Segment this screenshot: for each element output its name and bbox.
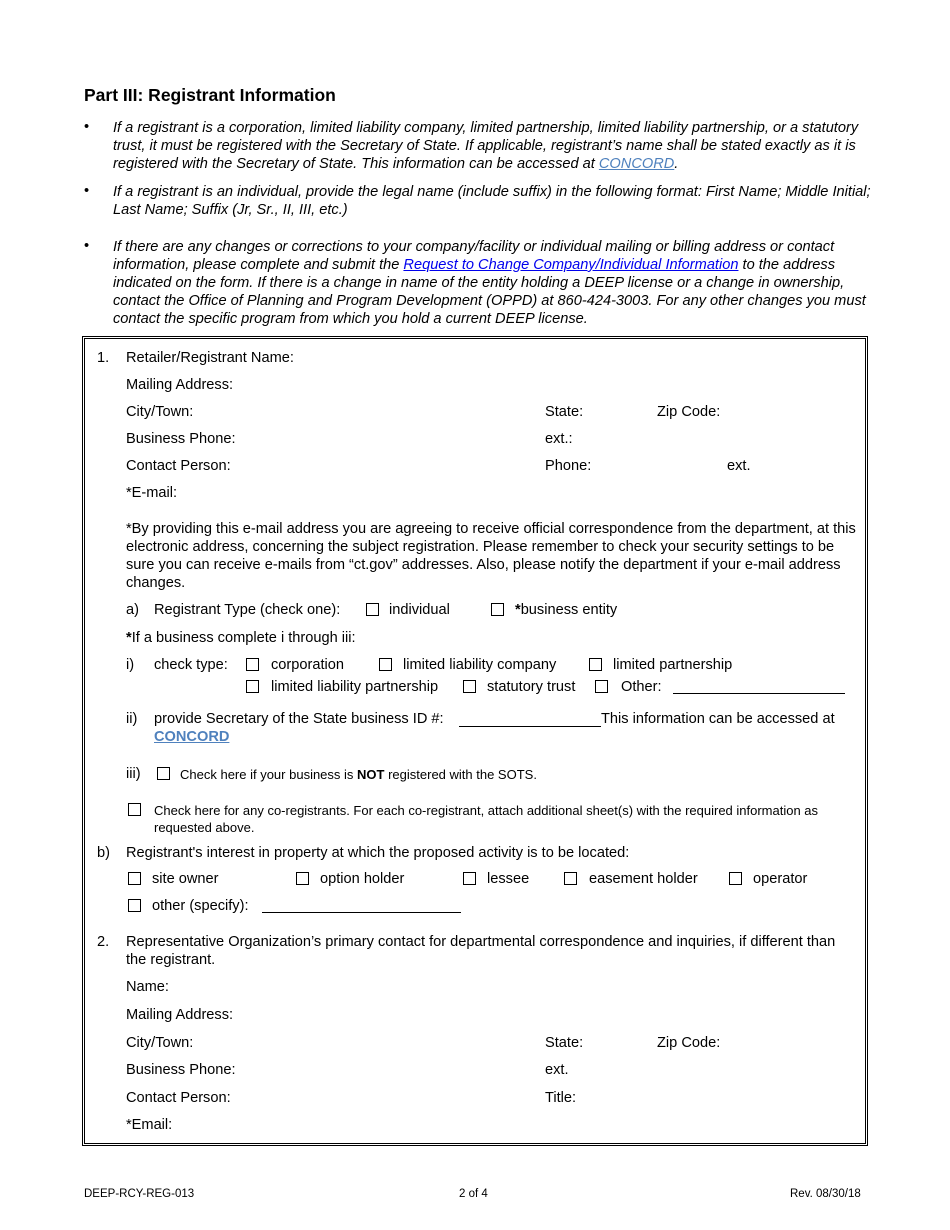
llp-label: limited liability partnership [271,679,439,695]
rep-email-label[interactable]: *Email: [126,1117,173,1133]
email-label[interactable]: *E-mail: [126,485,178,501]
not-registered-pre: Check here if your business is [180,767,358,782]
operator-label: operator [753,871,808,887]
phone-label[interactable]: Phone: [545,458,592,474]
business-note-text: If a business complete i through iii: [131,630,356,646]
site-owner-checkbox[interactable] [128,872,141,885]
business-entity-text: business entity [520,602,618,618]
rep-ext-label[interactable]: ext. [545,1062,569,1078]
mailing-address-label[interactable]: Mailing Address: [126,377,234,393]
request-change-link[interactable]: Request to Change Company/Individual Information [403,257,739,273]
lessee-label: lessee [487,871,530,887]
phone-ext-label[interactable]: ext. [727,458,751,474]
rep-contact-person-label[interactable]: Contact Person: [126,1090,231,1106]
representative-intro: Representative Organization’s primary contact for departmental correspondence and inquiries, if different than the registrant. [126,934,836,968]
corporation-label: corporation [271,657,345,673]
registrant-name-label[interactable]: Retailer/Registrant Name: [126,350,294,366]
business-entity-checkbox[interactable] [491,603,504,616]
site-owner-label: site owner [152,871,219,887]
not-registered-checkbox[interactable] [157,767,170,780]
item-ii-marker: ii) [126,711,138,727]
llp-checkbox[interactable] [246,680,259,693]
corporation-checkbox[interactable] [246,658,259,671]
sots-id-field[interactable] [459,726,601,727]
section-2-number: 2. [97,934,110,950]
business-note-star: * [126,630,132,646]
bullet-text: If a registrant is a corporation, limited liability company, limited partnership, limited liability partnership, or a statutory trust, it must be registered with the Secretary of State. If applicable, registrant’s name shall be stated exactly as it is registered with the Secretary of State. This information can be accessed at [113,120,859,172]
item-i-marker: i) [126,657,135,673]
lp-label: limited partnership [613,657,733,673]
rep-title-label[interactable]: Title: [545,1090,577,1106]
bullet-marker: • [84,119,90,135]
item-b-marker: b) [97,845,110,861]
other-type-field[interactable] [673,693,845,694]
rep-name-label[interactable]: Name: [126,979,169,995]
llc-label: limited liability company [403,657,557,673]
other-interest-field[interactable] [262,912,461,913]
not-registered-label [180,767,537,782]
easement-holder-label: easement holder [589,871,698,887]
item-a-marker: a) [126,602,139,618]
city-label[interactable]: City/Town: [126,404,194,420]
bullet-individual-info: If a registrant is an individual, provide the legal name (include suffix) in the following format: First Name; Middle Initial; Last Name; Suffix (Jr, Sr., II, III, etc.) [113,184,871,218]
bullet-text: If there are any changes or corrections to your company/facility or individual mailing or billing address or contact information, please complete and submit the [113,239,835,273]
co-registrant-checkbox[interactable] [128,803,141,816]
check-type-label: check type: [154,657,228,673]
bullet-marker: • [84,238,90,254]
other-interest-label: other (specify): [152,898,249,914]
rep-zip-label[interactable]: Zip Code: [657,1035,721,1051]
concord-link-2[interactable]: CONCORD [154,729,230,745]
operator-checkbox[interactable] [729,872,742,885]
statutory-trust-checkbox[interactable] [463,680,476,693]
sots-access-text: This information can be accessed at [601,711,835,727]
individual-checkbox[interactable] [366,603,379,616]
state-label[interactable]: State: [545,404,584,420]
bullet-corporation-info [113,119,873,173]
business-entity-star: * [515,602,521,618]
page-title: Part III: Registrant Information [84,85,336,105]
lessee-checkbox[interactable] [463,872,476,885]
zip-label[interactable]: Zip Code: [657,404,721,420]
section-1-number: 1. [97,350,110,366]
concord-link[interactable]: CONCORD [598,156,675,172]
lp-checkbox[interactable] [589,658,602,671]
easement-holder-checkbox[interactable] [564,872,577,885]
bullet-marker: • [84,183,90,199]
ext-label[interactable]: ext.: [545,431,573,447]
bullet-text-end: to the address indicated on the form. If there is a change in name of the entity holding a DEEP license or a change in ownership, contact the Office of Planning and Program Development (OPPD) at 860-424-3003. For any other changes you must contact the specific program from which you hold a current DEEP license. [113,257,866,327]
not-registered-post: registered with the SOTS. [384,767,537,782]
statutory-trust-label: statutory trust [487,679,576,695]
rep-business-phone-label[interactable]: Business Phone: [126,1062,236,1078]
business-entity-label [515,602,617,618]
other-type-checkbox[interactable] [595,680,608,693]
co-registrant-label: Check here for any co-registrants. For each co-registrant, attach additional sheet(s) with the required information as requested above. [154,803,819,835]
contact-person-label[interactable]: Contact Person: [126,458,231,474]
llc-checkbox[interactable] [379,658,392,671]
option-holder-checkbox[interactable] [296,872,309,885]
option-holder-label: option holder [320,871,405,887]
footer-revision: Rev. 08/30/18 [790,1188,861,1200]
business-phone-label[interactable]: Business Phone: [126,431,236,447]
sots-id-label: provide Secretary of the State business ID #: [154,711,444,727]
individual-label: individual [389,602,450,618]
rep-state-label[interactable]: State: [545,1035,584,1051]
property-interest-label: Registrant's interest in property at which the proposed activity is to be located: [126,845,630,861]
business-note [126,630,356,646]
footer-form-id: DEEP-RCY-REG-013 [84,1188,195,1200]
bullet-changes-info [113,238,873,328]
bullet-text-end: . [674,156,679,172]
other-interest-checkbox[interactable] [128,899,141,912]
rep-mailing-address-label[interactable]: Mailing Address: [126,1007,234,1023]
registrant-type-label: Registrant Type (check one): [154,602,341,618]
item-iii-marker: iii) [126,766,141,782]
footer-page-number: 2 of 4 [459,1188,488,1200]
not-registered-bold: NOT [357,767,385,782]
other-type-label: Other: [621,679,662,695]
rep-city-label[interactable]: City/Town: [126,1035,194,1051]
email-note: *By providing this e-mail address you are agreeing to receive official correspondence from the department, at this electronic address, concerning the subject registration. Please remember to check your security settings to be sure you can receive e-mails from “ct.gov” addresses. Also, please notify the department if your e-mail address changes. [126,521,856,591]
